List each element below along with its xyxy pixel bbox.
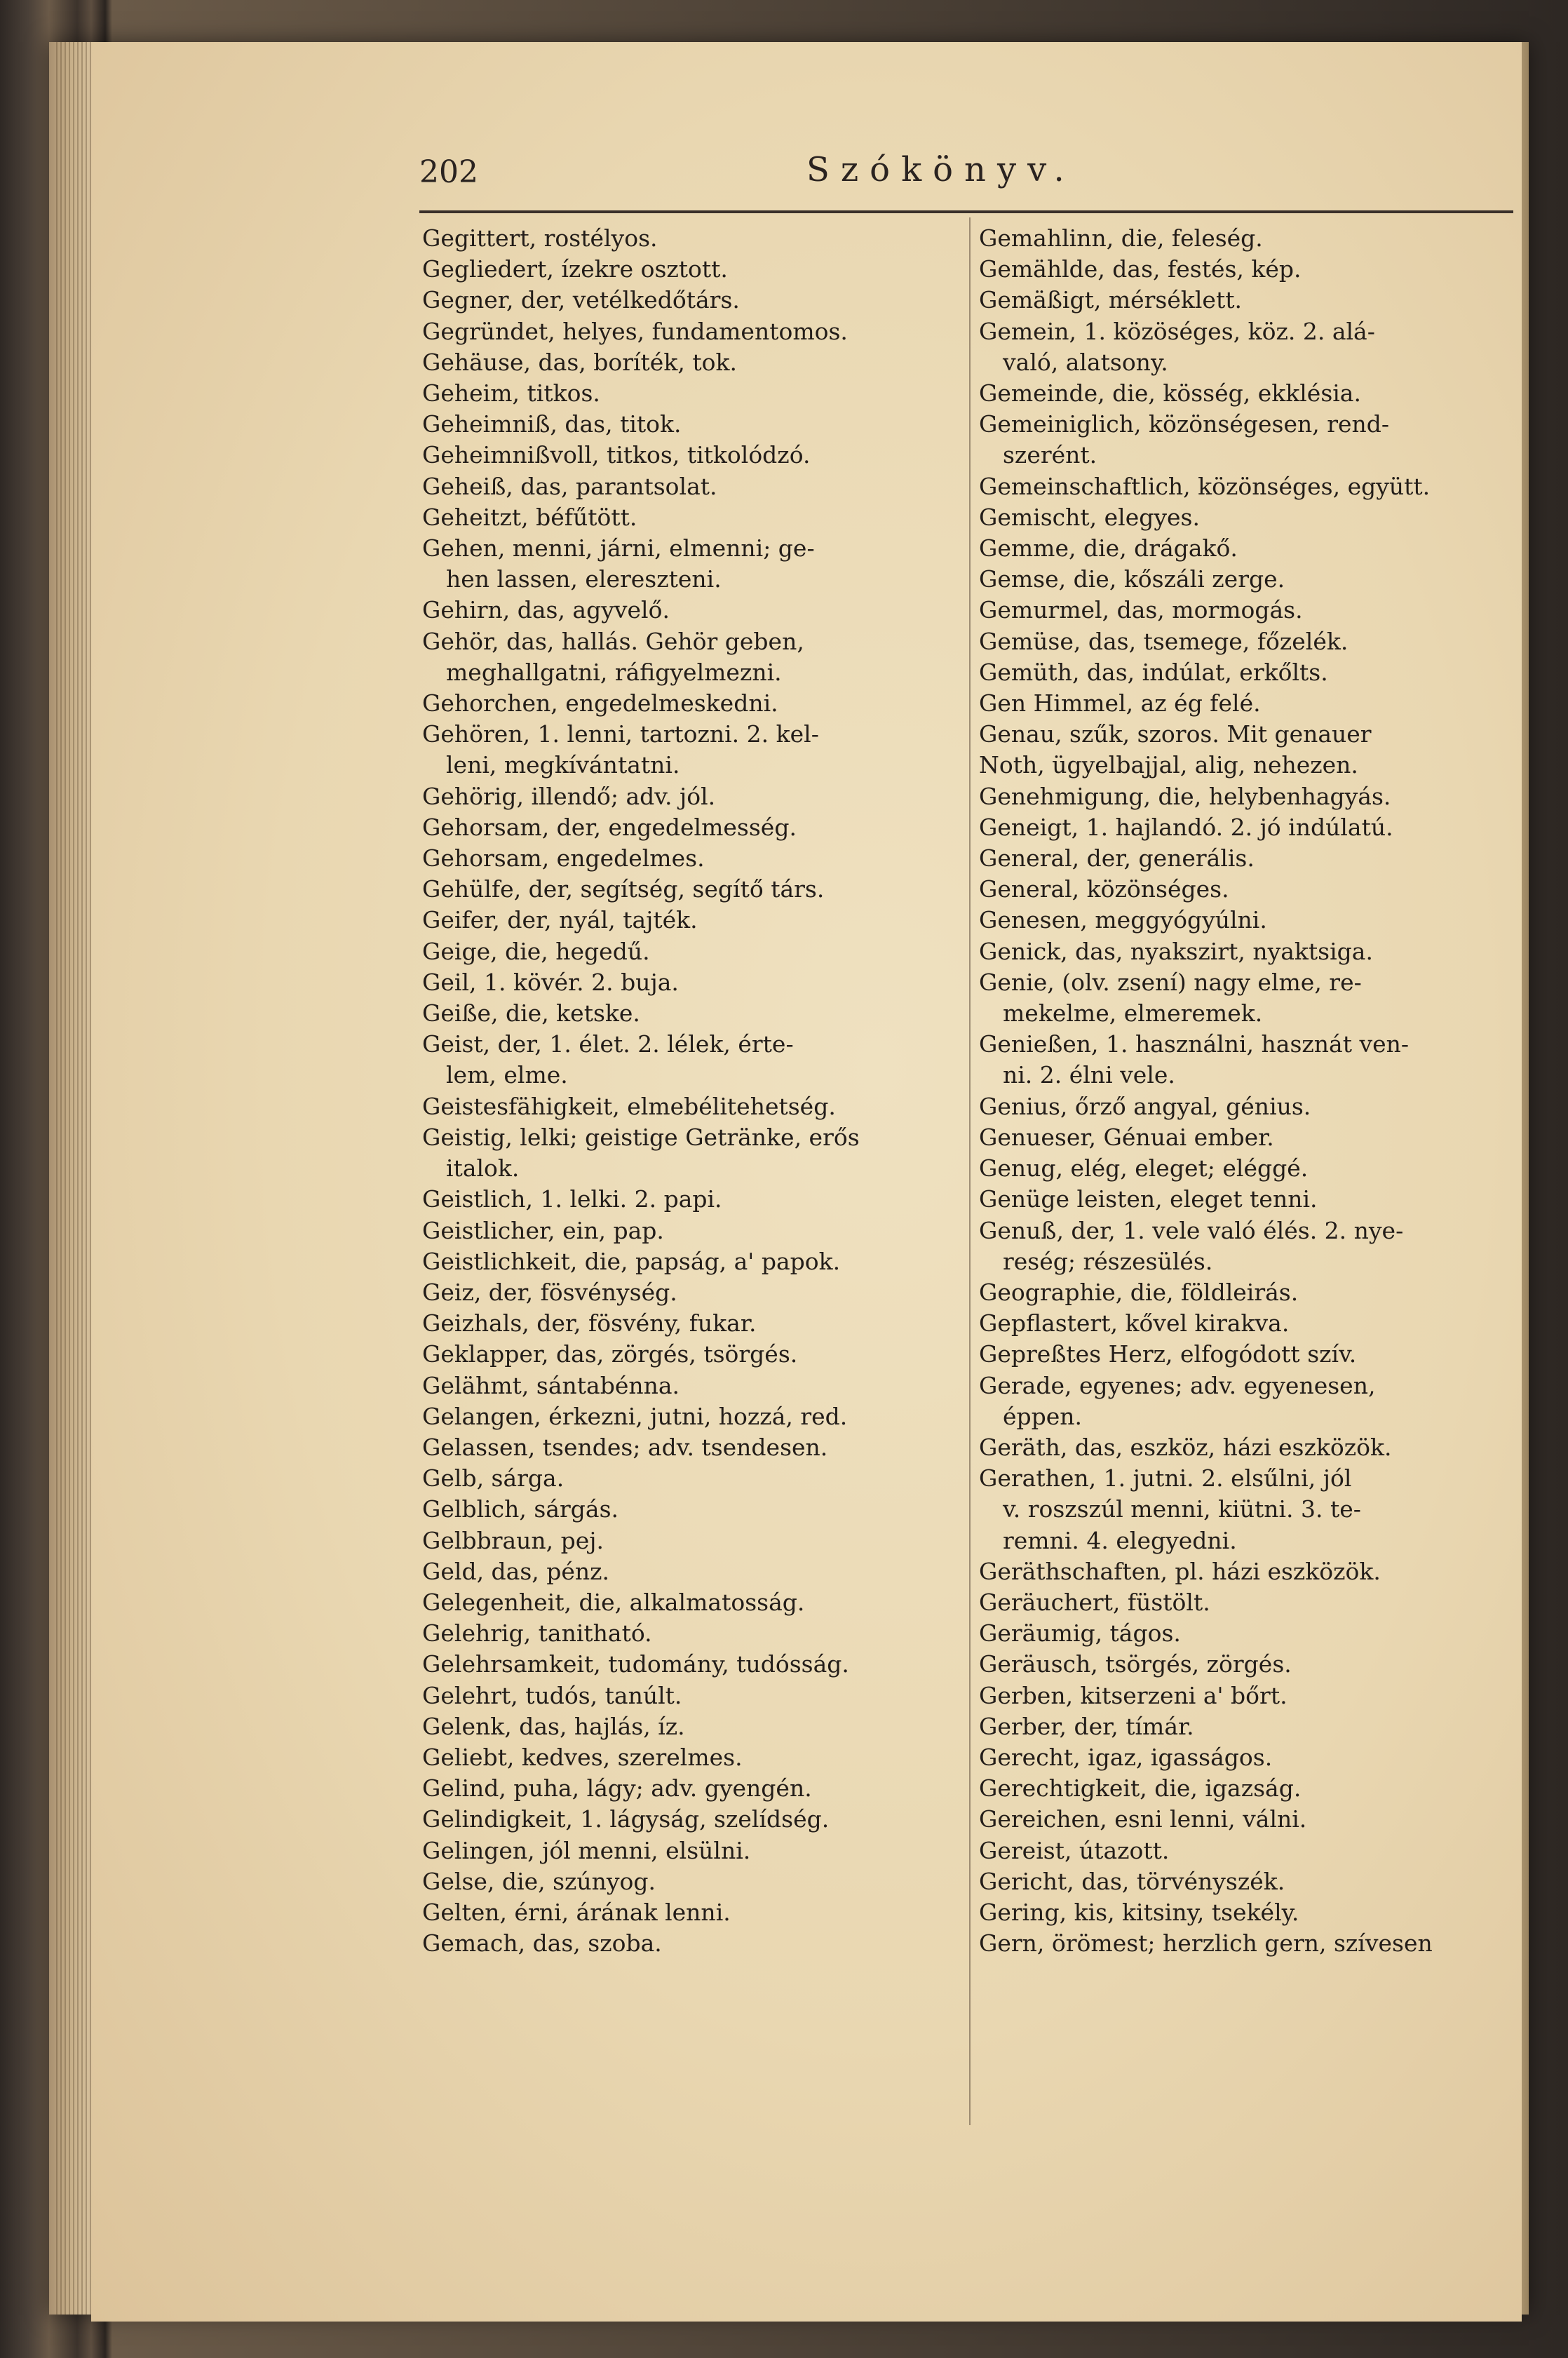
dictionary-line: meghallgatni, ráfigyelmezni. bbox=[446, 658, 782, 686]
dictionary-line: Genius, őrző angyal, génius. bbox=[979, 1092, 1311, 1120]
dictionary-line: Gegliedert, ízekre osztott. bbox=[422, 255, 728, 283]
dictionary-line: Gelb, sárga. bbox=[422, 1464, 565, 1493]
dictionary-line: Gehirn, das, agyvelő. bbox=[422, 596, 670, 624]
dictionary-line: Geheimnißvoll, titkos, titkolódzó. bbox=[422, 441, 811, 469]
dictionary-line: Geil, 1. kövér. 2. buja. bbox=[422, 968, 679, 996]
running-title: Szókönyv. bbox=[806, 150, 1076, 189]
dictionary-line: Gelblich, sárgás. bbox=[422, 1495, 619, 1523]
dictionary-line: Gelehrsamkeit, tudomány, tudósság. bbox=[422, 1650, 849, 1678]
dictionary-line: Geräuchert, füstölt. bbox=[979, 1588, 1210, 1616]
dictionary-line: Genüge leisten, eleget tenni. bbox=[979, 1185, 1318, 1213]
dictionary-line: szerént. bbox=[1003, 441, 1097, 469]
dictionary-line: General, közönséges. bbox=[979, 875, 1229, 903]
dictionary-line: lem, elme. bbox=[446, 1061, 568, 1089]
dictionary-line: Gehäuse, das, boríték, tok. bbox=[422, 348, 737, 376]
dictionary-line: Geist, der, 1. élet. 2. lélek, érte- bbox=[422, 1030, 794, 1058]
dictionary-line: Gen Himmel, az ég felé. bbox=[979, 689, 1261, 717]
dictionary-line: Geifer, der, nyál, tajték. bbox=[422, 906, 698, 934]
dictionary-line: Gerber, der, tímár. bbox=[979, 1712, 1194, 1740]
dictionary-line: Gepreßtes Herz, elfogódott szív. bbox=[979, 1340, 1357, 1368]
dictionary-line: Gemahlinn, die, feleség. bbox=[979, 224, 1263, 252]
dictionary-line: v. roszszúl menni, kiütni. 3. te- bbox=[1003, 1495, 1361, 1523]
dictionary-line: Genick, das, nyakszirt, nyaktsiga. bbox=[979, 937, 1373, 965]
dictionary-line: Geistlicher, ein, pap. bbox=[422, 1216, 664, 1244]
dictionary-line: Gemein, 1. közöséges, köz. 2. alá- bbox=[979, 317, 1375, 345]
dictionary-line: Gelassen, tsendes; adv. tsendesen. bbox=[422, 1433, 828, 1461]
dictionary-line: Genau, szűk, szoros. Mit genauer bbox=[979, 720, 1372, 748]
dictionary-line: Geliebt, kedves, szerelmes. bbox=[422, 1743, 743, 1771]
dictionary-line: Gelähmt, sántabénna. bbox=[422, 1371, 680, 1399]
dictionary-line: Gelten, érni, árának lenni. bbox=[422, 1898, 731, 1926]
dictionary-line: Genueser, Génuai ember. bbox=[979, 1123, 1274, 1151]
dictionary-line: való, alatsony. bbox=[1003, 348, 1168, 376]
dictionary-line: Genie, (olv. zsení) nagy elme, re- bbox=[979, 968, 1362, 996]
dictionary-line: Gemählde, das, festés, kép. bbox=[979, 255, 1302, 283]
dictionary-line: Genuß, der, 1. vele való élés. 2. nye- bbox=[979, 1216, 1404, 1244]
dictionary-line: Gering, kis, kitsiny, tsekély. bbox=[979, 1898, 1299, 1926]
dictionary-line: Gemeiniglich, közönségesen, rend- bbox=[979, 410, 1390, 438]
dictionary-line: Geräumig, tágos. bbox=[979, 1619, 1181, 1648]
dictionary-line: Geneigt, 1. hajlandó. 2. jó indúlatú. bbox=[979, 813, 1393, 841]
dictionary-line: Gerathen, 1. jutni. 2. elsűlni, jól bbox=[979, 1464, 1352, 1493]
dictionary-line: Geräth, das, eszköz, házi eszközök. bbox=[979, 1433, 1392, 1461]
dictionary-line: Geheitzt, béfűtött. bbox=[422, 503, 637, 531]
dictionary-line: mekelme, elmeremek. bbox=[1003, 999, 1263, 1028]
dictionary-line: Gelegenheit, die, alkalmatosság. bbox=[422, 1588, 805, 1616]
dictionary-line: Gerben, kitserzeni a' bőrt. bbox=[979, 1681, 1287, 1709]
dictionary-line: Genug, elég, eleget; eléggé. bbox=[979, 1154, 1309, 1183]
dictionary-line: Gelehrig, tanitható. bbox=[422, 1619, 652, 1648]
dictionary-line: éppen. bbox=[1003, 1402, 1083, 1430]
dictionary-line: Gelangen, érkezni, jutni, hozzá, red. bbox=[422, 1402, 848, 1430]
dictionary-line: Gegittert, rostélyos. bbox=[422, 224, 658, 252]
dictionary-line: Gehen, menni, járni, elmenni; ge- bbox=[422, 534, 815, 562]
dictionary-line: Gereist, útazott. bbox=[979, 1836, 1170, 1864]
dictionary-line: Gemüth, das, indúlat, erkőlts. bbox=[979, 658, 1328, 686]
dictionary-line: Gelenk, das, hajlás, íz. bbox=[422, 1712, 685, 1740]
dictionary-line: Gehorchen, engedelmeskedni. bbox=[422, 689, 778, 717]
dictionary-line: Geige, die, hegedű. bbox=[422, 937, 650, 965]
dictionary-line: Geistig, lelki; geistige Getränke, erős bbox=[422, 1123, 860, 1151]
dictionary-line: Geräthschaften, pl. házi eszközök. bbox=[979, 1557, 1381, 1585]
dictionary-line: Geistlichkeit, die, papság, a' papok. bbox=[422, 1247, 841, 1275]
dictionary-line: reség; részesülés. bbox=[1003, 1247, 1213, 1275]
dictionary-line: Genießen, 1. használni, hasznát ven- bbox=[979, 1030, 1410, 1058]
column-divider bbox=[969, 217, 971, 2125]
dictionary-line: Geographie, die, földleirás. bbox=[979, 1278, 1299, 1306]
dictionary-line: Noth, ügyelbajjal, alig, nehezen. bbox=[979, 751, 1358, 779]
dictionary-line: Gemurmel, das, mormogás. bbox=[979, 596, 1303, 624]
dictionary-line: Gegner, der, vetélkedőtárs. bbox=[422, 286, 740, 314]
dictionary-line: Gemischt, elegyes. bbox=[979, 503, 1200, 531]
dictionary-line: Gemeinde, die, kösség, ekklésia. bbox=[979, 379, 1361, 407]
dictionary-line: Gericht, das, törvényszék. bbox=[979, 1867, 1285, 1895]
dictionary-line: Geld, das, pénz. bbox=[422, 1557, 610, 1585]
dictionary-line: Gehörig, illendő; adv. jól. bbox=[422, 782, 716, 810]
dictionary-line: Gemüse, das, tsemege, főzelék. bbox=[979, 627, 1349, 655]
dictionary-line: General, der, generális. bbox=[979, 844, 1255, 873]
dictionary-line: Gelingen, jól menni, elsülni. bbox=[422, 1836, 751, 1864]
dictionary-line: Geistlich, 1. lelki. 2. papi. bbox=[422, 1185, 722, 1213]
dictionary-line: hen lassen, elereszteni. bbox=[446, 565, 722, 593]
dictionary-line: Gehorsam, der, engedelmesség. bbox=[422, 813, 797, 841]
dictionary-line: Gerecht, igaz, igasságos. bbox=[979, 1743, 1273, 1771]
dictionary-line: Gemach, das, szoba. bbox=[422, 1929, 662, 1958]
dictionary-line: Gelindigkeit, 1. lágyság, szelídség. bbox=[422, 1805, 830, 1833]
dictionary-line: Geräusch, tsörgés, zörgés. bbox=[979, 1650, 1292, 1678]
dictionary-line: Geheim, titkos. bbox=[422, 379, 600, 407]
dictionary-line: Genehmigung, die, helybenhagyás. bbox=[979, 782, 1391, 810]
dictionary-line: Gemse, die, kőszáli zerge. bbox=[979, 565, 1285, 593]
dictionary-line: Gereichen, esni lenni, válni. bbox=[979, 1805, 1307, 1833]
dictionary-line: Gelind, puha, lágy; adv. gyengén. bbox=[422, 1774, 812, 1803]
dictionary-line: Gehülfe, der, segítség, segítő társ. bbox=[422, 875, 825, 903]
dictionary-line: Geistesfähigkeit, elmebélitehetség. bbox=[422, 1092, 836, 1120]
dictionary-line: Gehör, das, hallás. Gehör geben, bbox=[422, 627, 804, 655]
header-rule bbox=[419, 210, 1513, 213]
dictionary-line: Geklapper, das, zörgés, tsörgés. bbox=[422, 1340, 798, 1368]
left-column bbox=[422, 223, 962, 1959]
dictionary-line: Gelbbraun, pej. bbox=[422, 1526, 604, 1554]
dictionary-line: Gelehrt, tudós, tanúlt. bbox=[422, 1681, 682, 1709]
dictionary-line: Gelse, die, szúnyog. bbox=[422, 1867, 656, 1895]
dictionary-line: ni. 2. élni vele. bbox=[1003, 1061, 1175, 1089]
dictionary-line: Gemeinschaftlich, közönséges, együtt. bbox=[979, 472, 1431, 500]
dictionary-line: Gerade, egyenes; adv. egyenesen, bbox=[979, 1371, 1376, 1399]
dictionary-line: Gehören, 1. lenni, tartozni. 2. kel- bbox=[422, 720, 819, 748]
dictionary-line: Gern, örömest; herzlich gern, szívesen bbox=[979, 1929, 1433, 1958]
dictionary-line: leni, megkívántatni. bbox=[446, 751, 680, 779]
dictionary-line: Geheimniß, das, titok. bbox=[422, 410, 682, 438]
dictionary-line: Gerechtigkeit, die, igazság. bbox=[979, 1774, 1302, 1803]
dictionary-line: Geiz, der, fösvénység. bbox=[422, 1278, 677, 1306]
dictionary-line: Geiße, die, ketske. bbox=[422, 999, 640, 1028]
dictionary-line: Genesen, meggyógyúlni. bbox=[979, 906, 1267, 934]
dictionary-line: Gepflastert, kővel kirakva. bbox=[979, 1309, 1290, 1338]
right-column bbox=[979, 223, 1513, 1959]
dictionary-line: Gemme, die, drágakő. bbox=[979, 534, 1238, 562]
dictionary-line: italok. bbox=[446, 1154, 520, 1183]
dictionary-line: Geizhals, der, fösvény, fukar. bbox=[422, 1309, 757, 1338]
dictionary-line: Geheiß, das, parantsolat. bbox=[422, 472, 717, 500]
page-number: 202 bbox=[419, 154, 478, 190]
dictionary-line: Gegründet, helyes, fundamentomos. bbox=[422, 317, 848, 345]
dictionary-line: Gehorsam, engedelmes. bbox=[422, 844, 705, 873]
dictionary-line: Gemäßigt, mérséklett. bbox=[979, 286, 1242, 314]
dictionary-line: remni. 4. elegyedni. bbox=[1003, 1526, 1237, 1554]
